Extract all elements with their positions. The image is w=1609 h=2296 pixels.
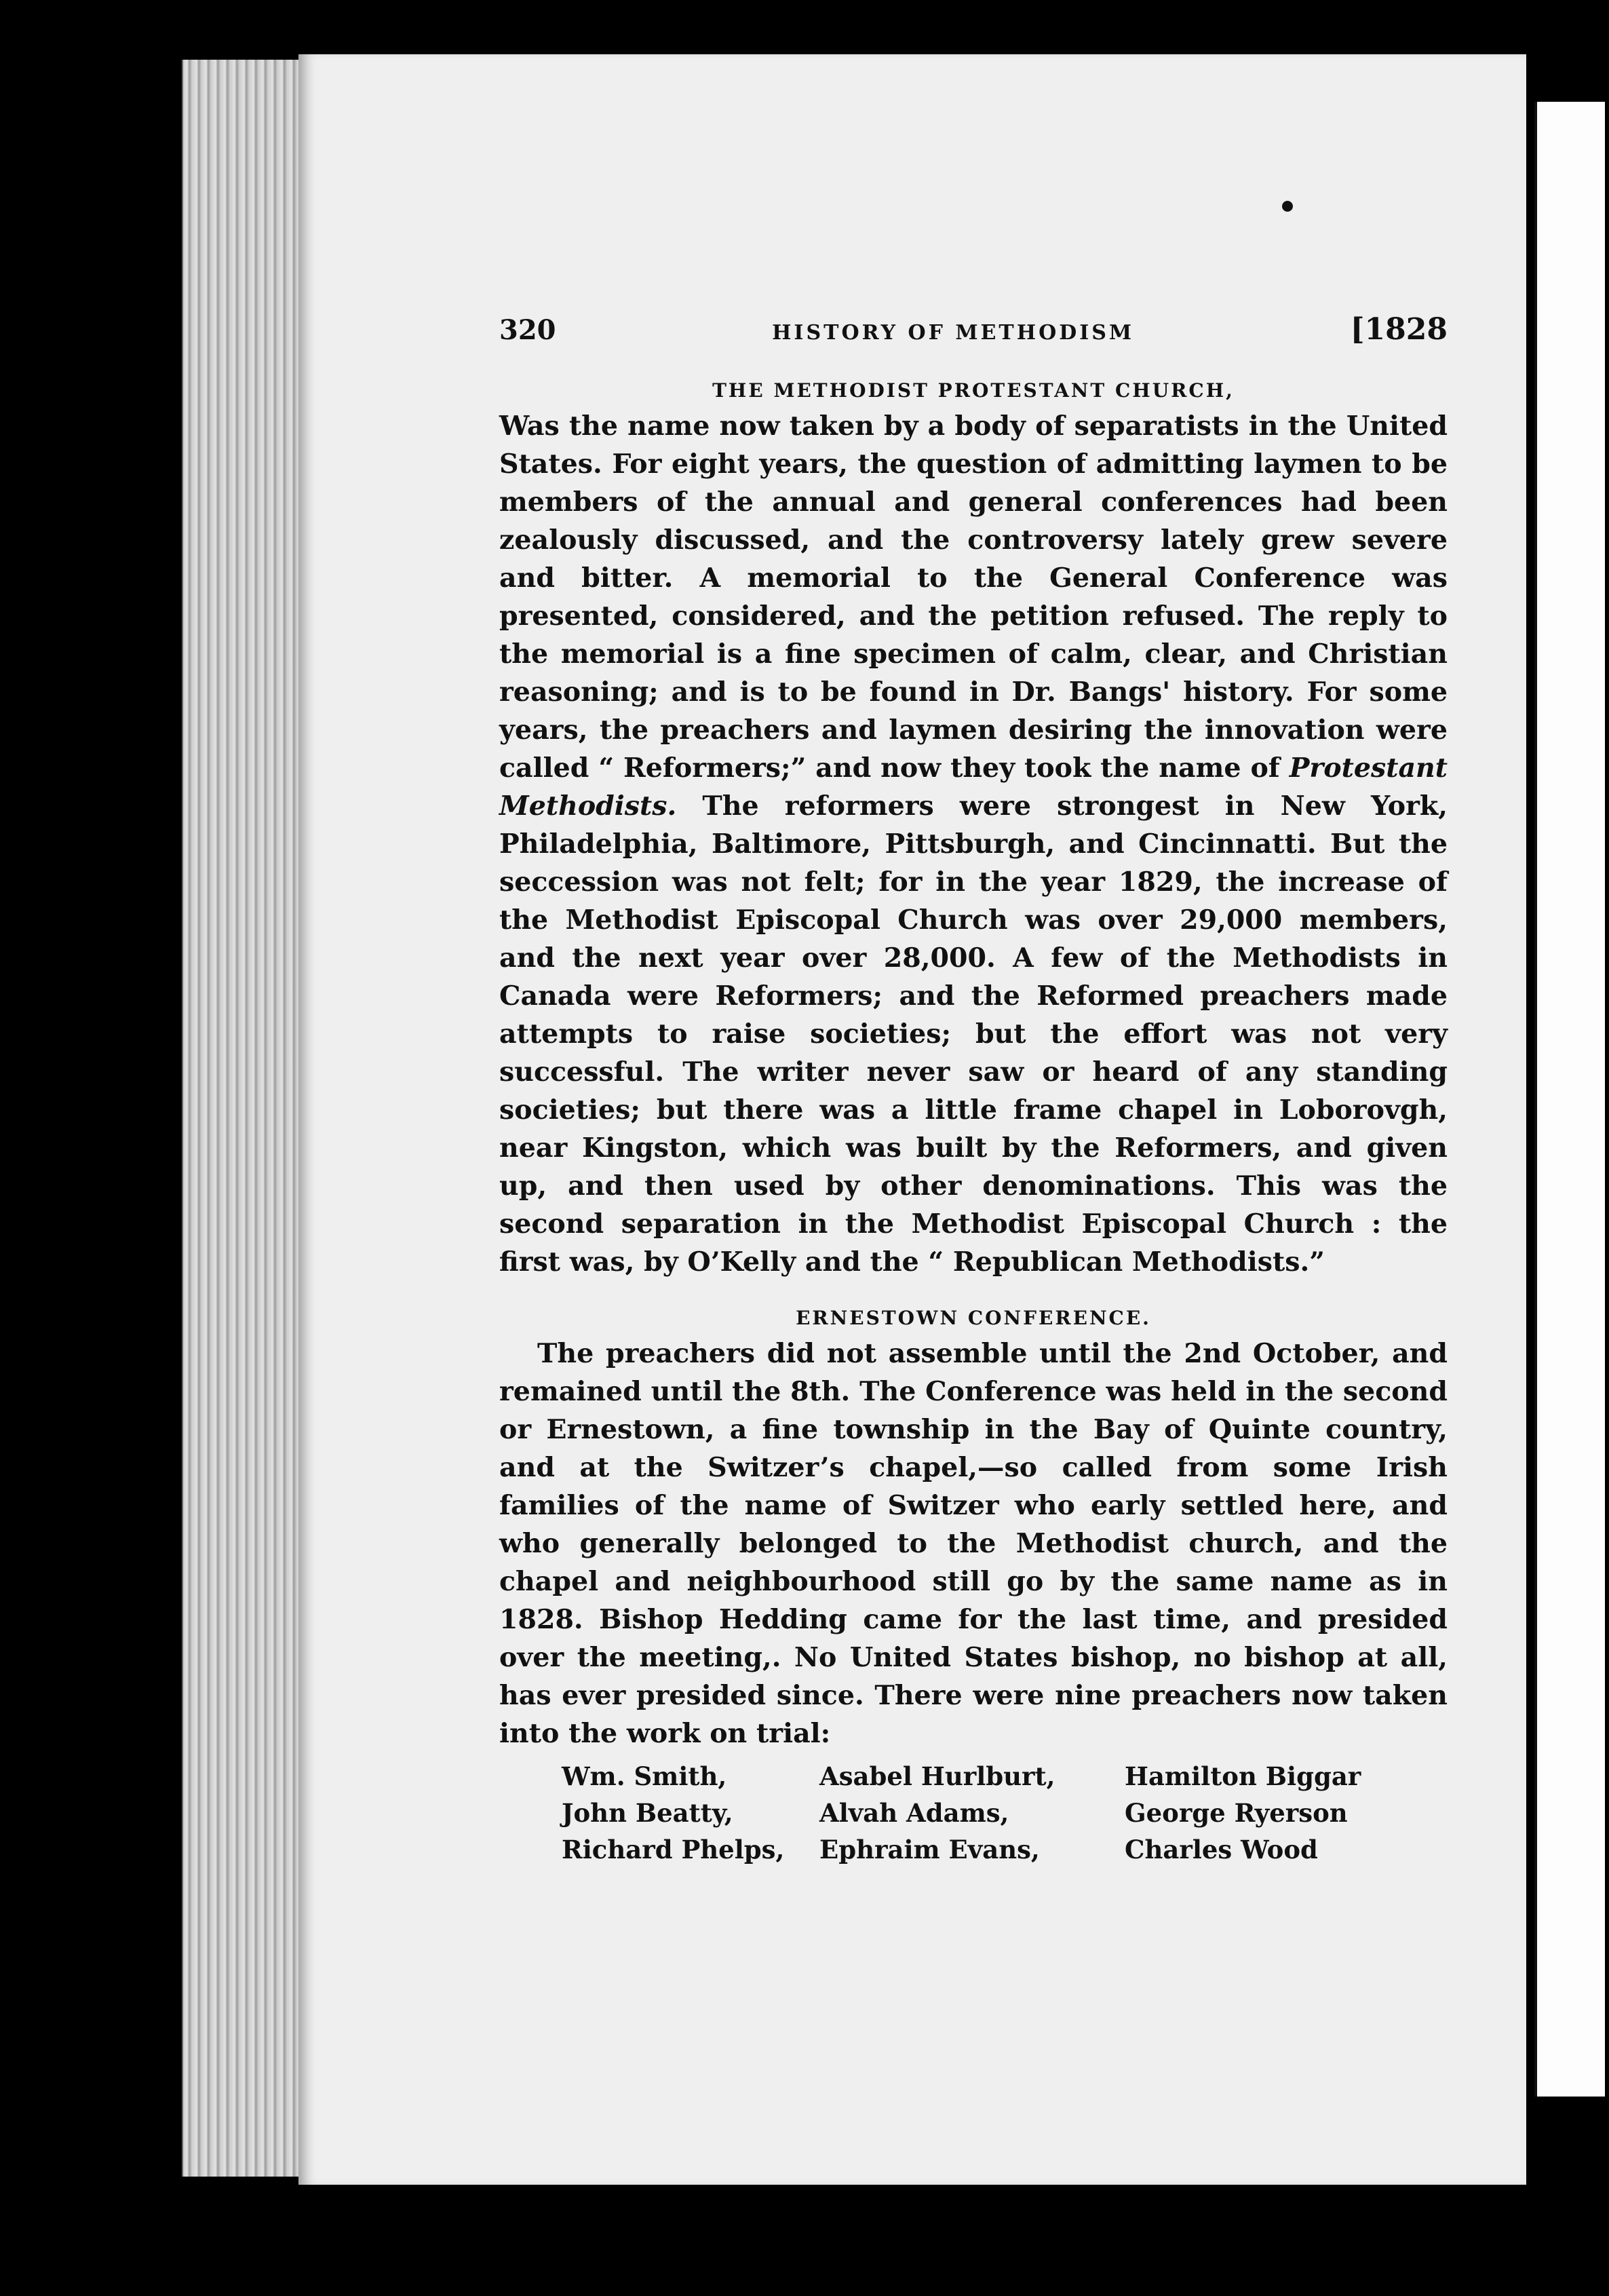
page-edges — [182, 60, 307, 2177]
name-item: Charles Wood — [1125, 1835, 1318, 1864]
paragraph-text-part2: The reformers were strongest in New York, Philadelphia, Baltimore, Pittsburgh, and Cincinnatti. But the seccession was not felt; for in the year 1829, the increase of the Methodist Episcopal Church was over 29,000 members, and the next year over 28,000. A few of the Methodists in Canada were Reformers; and the Reformed preachers made attempts to raise societies; but the effort was not very successful. The writer never saw or heard of any standing societies; but there was a little frame chapel in Loborovgh, near Kingston, which was built by the Reformers, and given up, and then used by other denominations. This was the second separation in the Methodist Episcopal Church : the first was, by O’Kelly and the “ Republican Methodists.” — [499, 790, 1448, 1278]
section-heading-protestant-church: THE METHODIST PROTESTANT CHURCH, — [712, 379, 1235, 402]
running-title: HISTORY OF METHODISM — [772, 321, 1135, 345]
name-item: Richard Phelps, — [562, 1835, 785, 1864]
preacher-names — [562, 1758, 1448, 1868]
name-item: Alvah Adams, — [819, 1798, 1009, 1828]
name-item: Asabel Hurlburt, — [819, 1761, 1055, 1791]
name-item: Wm. Smith, — [562, 1761, 727, 1791]
section-gap — [499, 1281, 1448, 1304]
italic-phrase: Protestant Methodists. — [499, 752, 1448, 822]
name-item: John Beatty, — [562, 1798, 733, 1828]
facing-page-strip — [1534, 102, 1605, 2097]
section-heading-ernestown: ERNESTOWN CONFERENCE. — [796, 1307, 1151, 1329]
text-column — [499, 312, 1448, 1868]
page-number: 320 — [499, 314, 556, 346]
name-item: Hamilton Biggar — [1125, 1761, 1361, 1791]
name-item: George Ryerson — [1125, 1798, 1348, 1828]
paragraph-protestant-church — [499, 407, 1448, 1281]
paragraph-ernestown: The preachers did not assemble until the 2nd October, and remained until the 8th. The Conference was held in the second or Ernestown, a fine township in the Bay of Quinte country, and at the Switzer’s chapel,—so called from some Irish families of the name of Switzer who early settled here, and who generally belonged to the Methodist church, and the chapel and neighbourhood still go by the same name as in 1828. Bishop Hedding came for the last time, and presided over the meeting,. No United States bishop, no bishop at all, has ever presided since. There were nine preachers now taken into the work on trial: — [499, 1338, 1448, 1749]
running-header — [499, 312, 1448, 347]
running-year: [1828 — [1350, 312, 1448, 347]
name-item: Ephraim Evans, — [819, 1835, 1040, 1864]
paragraph-text-part1: Was the name now taken by a body of separatists in the United States. For eight years, the question of admitting laymen to be members of the annual and general conferences had been zealously discussed, and the controversy lately grew severe and bitter. A memorial to the General Conference was presented, considered, and the petition refused. The reply to the memorial is a fine specimen of calm, clear, and Christian reasoning; and is to be found in Dr. Bangs' history. For some years, the preachers and laymen desiring the innovation were called “ Reformers;” and now they took the name of — [499, 410, 1448, 784]
ink-spot — [1282, 201, 1293, 212]
